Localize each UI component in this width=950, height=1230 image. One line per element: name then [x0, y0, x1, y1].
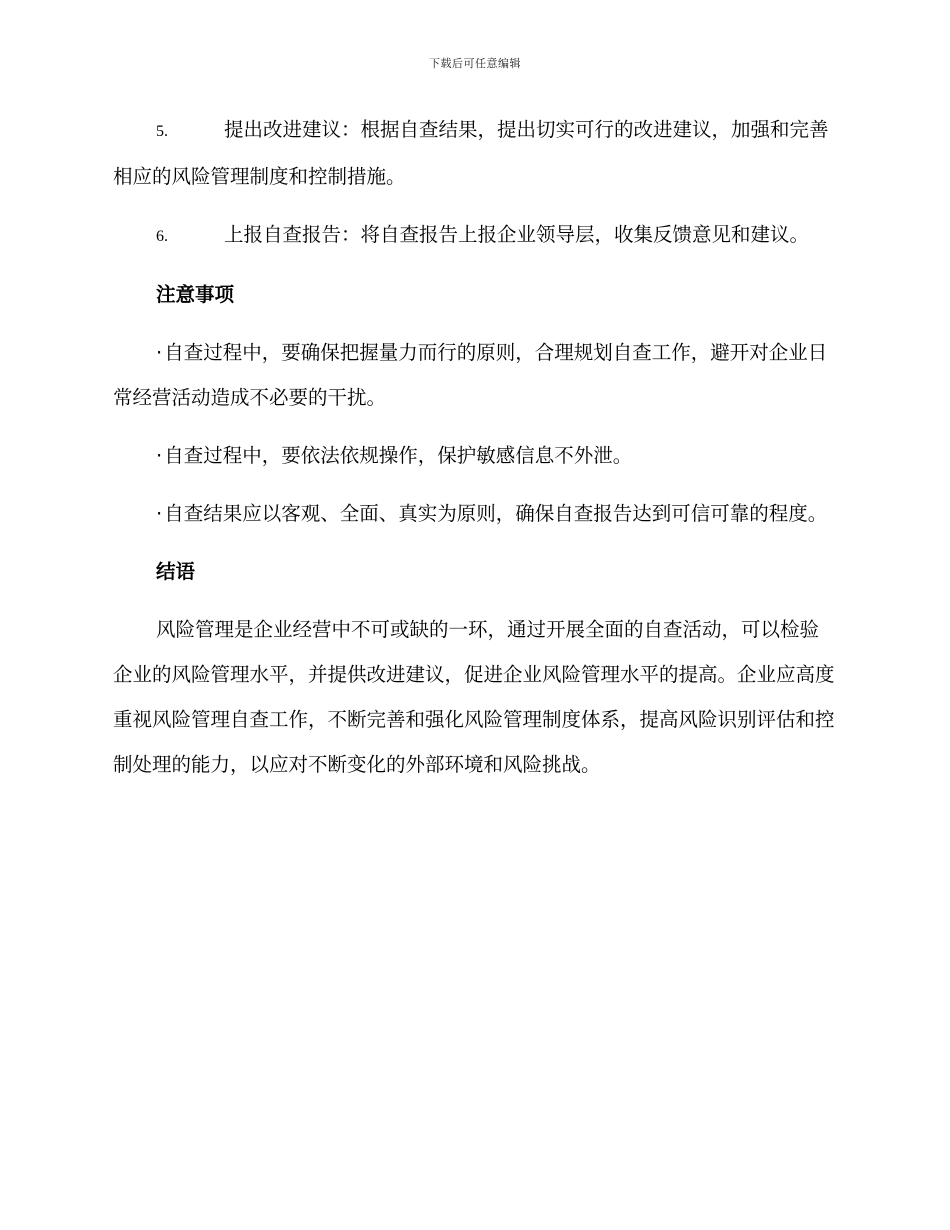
note-item	[113, 433, 835, 478]
conclusion-paragraph: 风险管理是企业经营中不可或缺的一环，通过开展全面的自查活动，可以检验企业的风险管理水平，并提供改进建议，促进企业风险管理水平的提高。企业应高度重视风险管理自查工作，不断完善和强化风险管理制度体系，提高风险识别评估和控制处理的能力，以应对不断变化的外部环境和风险挑战。	[113, 618, 835, 776]
step-text: 提出改进建议：根据自查结果，提出切实可行的改进建议，加强和完善相应的风险管理制度和控制措施。	[113, 118, 829, 188]
bullet-dot: ·	[156, 444, 163, 467]
note-text: 自查过程中，要依法依规操作，保护敏感信息不外泄。	[164, 444, 633, 467]
step-item-6	[113, 212, 835, 259]
step-item-5	[113, 107, 835, 199]
step-number: 6.	[156, 228, 168, 245]
bullet-dot: ·	[156, 502, 163, 525]
document-body	[113, 107, 835, 800]
step-number: 5.	[156, 123, 168, 140]
bullet-dot: ·	[156, 341, 163, 364]
page-header-note: 下载后可任意编辑	[429, 57, 521, 70]
conclusion-heading: 结语	[156, 560, 196, 583]
note-item	[113, 330, 835, 420]
note-text: 自查结果应以客观、全面、真实为原则，确保自查报告达到可信可靠的程度。	[164, 502, 828, 525]
notes-heading: 注意事项	[156, 283, 235, 306]
step-text: 上报自查报告：将自查报告上报企业领导层，收集反馈意见和建议。	[224, 223, 810, 246]
note-text: 自查过程中，要确保把握量力而行的原则，合理规划自查工作，避开对企业日常经营活动造成不必要的干扰。	[113, 341, 828, 409]
note-item	[113, 491, 835, 536]
